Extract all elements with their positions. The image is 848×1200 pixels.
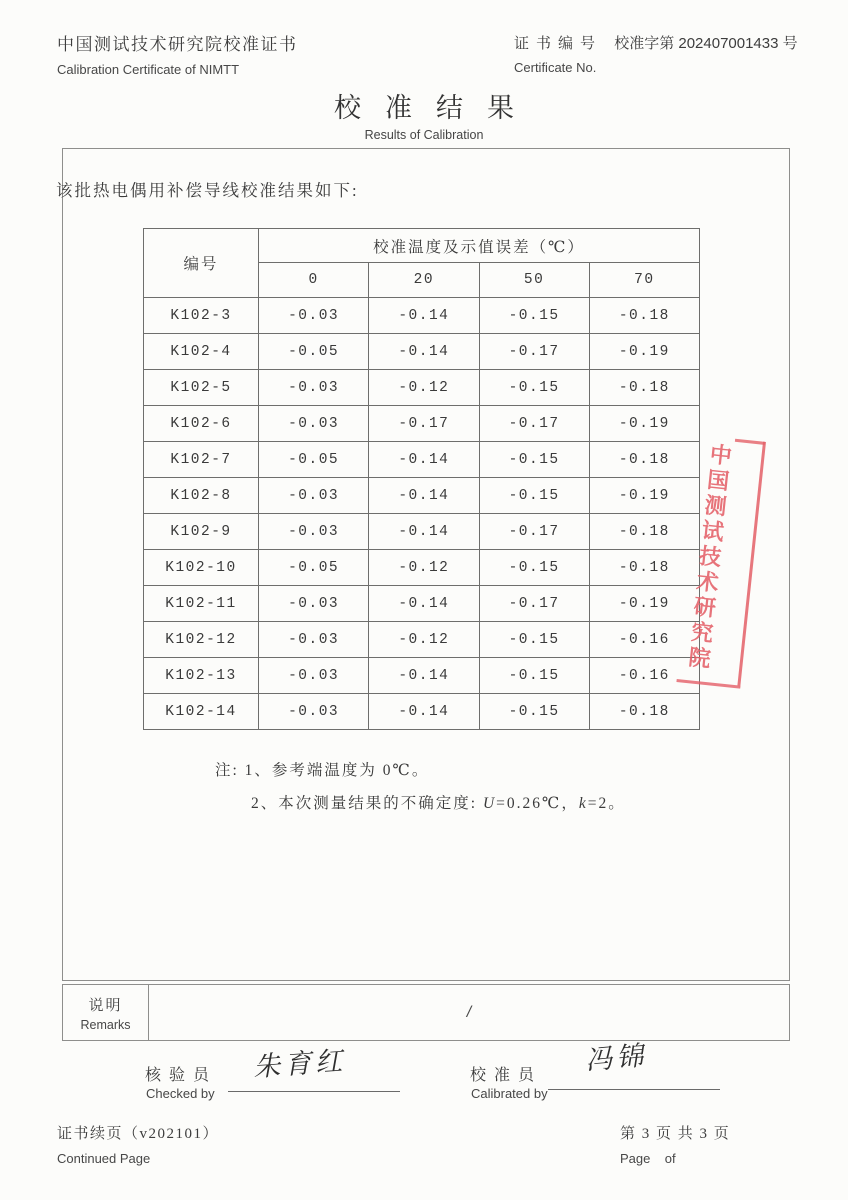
cell-value: -0.19 — [589, 334, 699, 370]
cell-value: -0.05 — [259, 334, 369, 370]
note-line-2 — [251, 791, 626, 813]
cell-value: -0.03 — [259, 514, 369, 550]
cell-value: -0.12 — [369, 622, 479, 658]
col-header-span: 校准温度及示值误差（℃） — [259, 229, 700, 263]
org-title-en: Calibration Certificate of NIMTT — [57, 62, 240, 77]
cell-id: K102-6 — [144, 406, 259, 442]
remarks-content: / — [466, 1003, 472, 1021]
table-row — [144, 298, 700, 334]
cell-value: -0.15 — [479, 370, 589, 406]
stamp-text: 中国测试技术研究院 — [684, 442, 734, 673]
cell-value: -0.18 — [589, 370, 699, 406]
table-row — [144, 514, 700, 550]
cell-value: -0.03 — [259, 586, 369, 622]
page-title-zh: 校准结果 — [334, 93, 538, 123]
col-header-temp: 50 — [479, 263, 589, 298]
cell-value: -0.18 — [589, 694, 699, 730]
cell-value: -0.17 — [479, 334, 589, 370]
cell-id: K102-5 — [144, 370, 259, 406]
cell-value: -0.15 — [479, 550, 589, 586]
note2-symbol-u: U — [482, 795, 497, 812]
table-row — [144, 334, 700, 370]
cell-id: K102-9 — [144, 514, 259, 550]
certno-label-en: Certificate No. — [514, 60, 597, 75]
cell-value: -0.14 — [369, 478, 479, 514]
cell-id: K102-14 — [144, 694, 259, 730]
cell-value: -0.19 — [589, 406, 699, 442]
page-title-en: Results of Calibration — [364, 128, 484, 142]
cell-id: K102-12 — [144, 622, 259, 658]
cell-value: -0.16 — [589, 622, 699, 658]
cell-value: -0.14 — [369, 658, 479, 694]
table-row — [144, 406, 700, 442]
calibrated-by-signature: 冯锦 — [584, 1040, 649, 1077]
checked-by-label-zh: 核验员 — [145, 1067, 218, 1084]
cell-id: K102-3 — [144, 298, 259, 334]
col-header-temp: 20 — [369, 263, 479, 298]
cell-value: -0.03 — [259, 478, 369, 514]
remarks-box — [62, 984, 790, 1041]
cell-value: -0.14 — [369, 694, 479, 730]
note2-mid: =0.26℃， — [496, 795, 579, 812]
footer-left-en: Continued Page — [57, 1151, 151, 1166]
cell-value: -0.18 — [589, 298, 699, 334]
cell-value: -0.17 — [479, 586, 589, 622]
cell-value: -0.05 — [259, 442, 369, 478]
cell-value: -0.17 — [479, 406, 589, 442]
intro-text: 该批热电偶用补偿导线校准结果如下: — [56, 181, 359, 200]
cell-value: -0.03 — [259, 622, 369, 658]
remarks-label-en: Remarks — [80, 1017, 131, 1032]
cell-id: K102-7 — [144, 442, 259, 478]
cell-value: -0.15 — [479, 658, 589, 694]
cell-value: -0.15 — [479, 298, 589, 334]
cell-value: -0.05 — [259, 550, 369, 586]
table-row — [144, 658, 700, 694]
calibrated-by-signature-line — [548, 1058, 720, 1090]
cell-value: -0.17 — [369, 406, 479, 442]
footer-page-number-en: Page of — [620, 1151, 676, 1166]
certno-label-zh: 证书编号 — [514, 35, 603, 52]
header-org-block — [57, 30, 298, 77]
cell-value: -0.15 — [479, 622, 589, 658]
calibrated-by-label-zh: 校准员 — [470, 1067, 543, 1084]
remarks-label-zh: 说明 — [88, 996, 123, 1014]
table-header-row-1 — [144, 229, 700, 263]
cell-value: -0.19 — [589, 478, 699, 514]
cell-value: -0.18 — [589, 514, 699, 550]
table-row — [144, 586, 700, 622]
checked-by-label-en: Checked by — [146, 1086, 215, 1101]
cell-value: -0.03 — [259, 370, 369, 406]
cell-value: -0.18 — [589, 550, 699, 586]
checked-by-signature: 朱育红 — [252, 1045, 348, 1084]
cell-value: -0.18 — [589, 442, 699, 478]
calibration-results-table — [143, 228, 700, 730]
table-row — [144, 550, 700, 586]
note2-symbol-k: k — [578, 795, 588, 812]
calibrated-by-label-en: Calibrated by — [471, 1086, 548, 1101]
cell-id: K102-13 — [144, 658, 259, 694]
table-row — [144, 478, 700, 514]
cell-id: K102-8 — [144, 478, 259, 514]
header-certno-block — [514, 32, 798, 75]
cell-value: -0.17 — [479, 514, 589, 550]
cell-value: -0.15 — [479, 442, 589, 478]
cell-value: -0.14 — [369, 298, 479, 334]
cell-value: -0.15 — [479, 694, 589, 730]
cell-value: -0.03 — [259, 298, 369, 334]
cell-value: -0.14 — [369, 586, 479, 622]
cell-value: -0.12 — [369, 370, 479, 406]
table-row — [144, 622, 700, 658]
checked-by-signature-line — [228, 1060, 400, 1092]
footer-left — [57, 1122, 219, 1166]
cell-id: K102-10 — [144, 550, 259, 586]
cell-value: -0.03 — [259, 694, 369, 730]
footer-right — [620, 1122, 730, 1166]
col-header-temp: 70 — [589, 263, 699, 298]
cell-value: -0.19 — [589, 586, 699, 622]
certno-value: 校准字第 202407001433 号 — [614, 35, 798, 52]
col-header-temp: 0 — [259, 263, 369, 298]
cell-value: -0.14 — [369, 514, 479, 550]
cell-id: K102-4 — [144, 334, 259, 370]
cell-value: -0.12 — [369, 550, 479, 586]
remarks-label-cell — [63, 985, 149, 1040]
table-row — [144, 370, 700, 406]
table-row — [144, 694, 700, 730]
cell-id: K102-11 — [144, 586, 259, 622]
org-title-zh: 中国测试技术研究院校准证书 — [57, 35, 298, 54]
cell-value: -0.03 — [259, 406, 369, 442]
footer-page-number-zh: 第 3 页 共 3 页 — [620, 1126, 731, 1142]
cell-value: -0.16 — [589, 658, 699, 694]
table-row — [144, 442, 700, 478]
footer-left-zh: 证书续页（v202101） — [57, 1126, 220, 1142]
note2-prefix: 2、本次测量结果的不确定度: — [251, 795, 483, 812]
note-line-1: 注: 1、参考端温度为 0℃。 — [215, 762, 430, 779]
col-header-id: 编号 — [144, 229, 259, 298]
note2-end: =2。 — [587, 795, 626, 812]
cell-value: -0.14 — [369, 442, 479, 478]
cell-value: -0.15 — [479, 478, 589, 514]
cell-value: -0.14 — [369, 334, 479, 370]
cell-value: -0.03 — [259, 658, 369, 694]
